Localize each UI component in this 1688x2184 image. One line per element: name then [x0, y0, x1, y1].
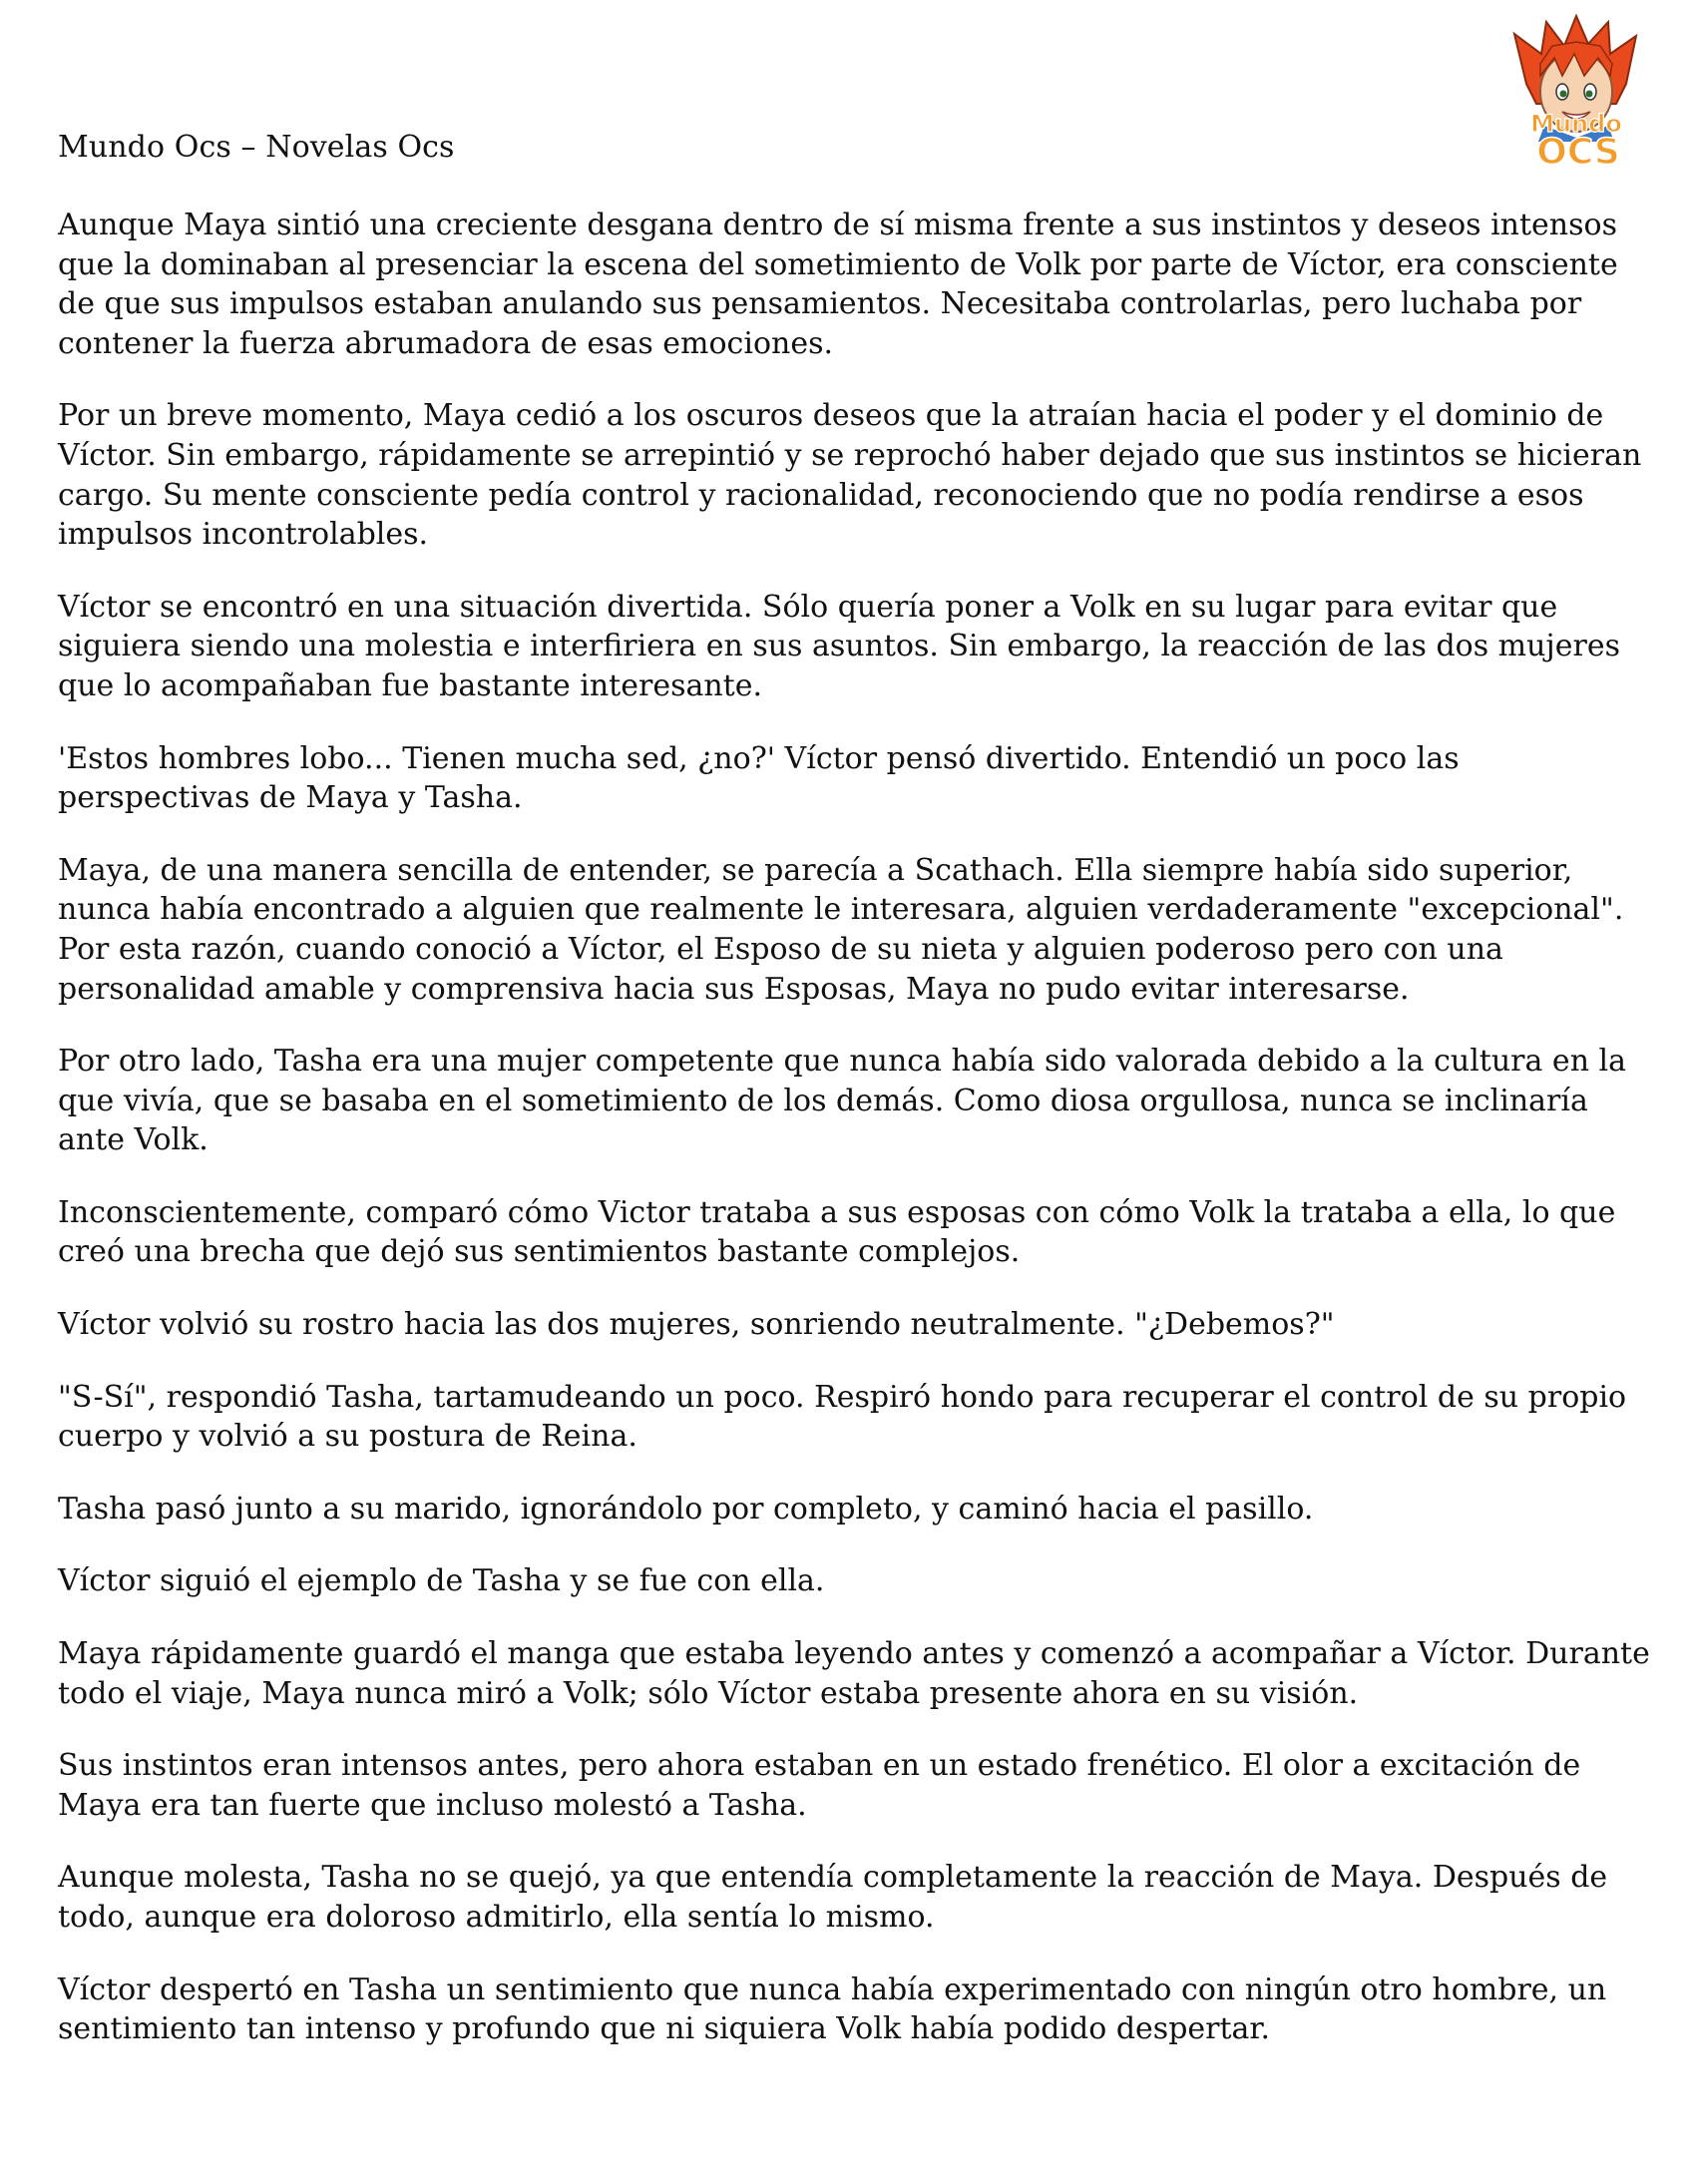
paragraph: Víctor se encontró en una situación divertida. Sólo quería poner a Volk en su lugar para evitar que siguiera siendo una molestia e interfiriera en sus asuntos. Sin embargo, la reacción de las dos mujeres que lo acompañaban fue bastante interesante.	[58, 589, 1620, 703]
page-header: Mundo Ocs – Novelas Ocs	[58, 130, 455, 165]
paragraph: Inconscientemente, comparó cómo Victor trataba a sus esposas con cómo Volk la trataba a ella, lo que creó una brecha que dejó sus sentimientos bastante complejos.	[58, 1194, 1616, 1270]
paragraph: Tasha pasó junto a su marido, ignorándolo por completo, y caminó hacia el pasillo.	[58, 1491, 1314, 1527]
body-text	[58, 206, 1654, 2082]
paragraph: Maya rápidamente guardó el manga que estaba leyendo antes y comenzó a acompañar a Víctor. Durante todo el viaje, Maya nunca miró a Volk; sólo Víctor estaba presente ahora en su visión.	[58, 1636, 1650, 1711]
paragraph: "S-Sí", respondió Tasha, tartamudeando un poco. Respiró hondo para recuperar el control de su propio cuerpo y volvió a su postura de Reina.	[58, 1379, 1627, 1455]
mundo-ocs-logo	[1496, 14, 1656, 172]
logo-line2: OCS	[1536, 132, 1620, 172]
paragraph: Aunque molesta, Tasha no se quejó, ya que entendía completamente la reacción de Maya. Después de todo, aunque era doloroso admitirlo, ella sentía lo mismo.	[58, 1860, 1608, 1935]
paragraph: Maya, de una manera sencilla de entender, se parecía a Scathach. Ella siempre había sido superior, nunca había encontrado a alguien que realmente le interesara, alguien verdaderamente "excepcional". Por esta razón, cuando conoció a Víctor, el Esposo de su nieta y alguien poderoso pero con una personalidad amable y comprensiva hacia sus Esposas, Maya no pudo evitar interesarse.	[58, 852, 1624, 1007]
logo-line1: Mundo	[1530, 110, 1622, 138]
paragraph: Por un breve momento, Maya cedió a los oscuros deseos que la atraían hacia el poder y el dominio de Víctor. Sin embargo, rápidamente se arrepintió y se reprochó haber dejado que sus instintos se hicieran cargo. Su mente consciente pedía control y racionalidad, reconociendo que no podía rendirse a esos impulsos incontrolables.	[58, 398, 1642, 553]
paragraph: Víctor volvió su rostro hacia las dos mujeres, sonriendo neutralmente. "¿Debemos?"	[58, 1307, 1335, 1343]
paragraph: Sus instintos eran intensos antes, pero ahora estaban en un estado frenético. El olor a excitación de Maya era tan fuerte que incluso molestó a Tasha.	[58, 1748, 1581, 1823]
paragraph: Por otro lado, Tasha era una mujer competente que nunca había sido valorada debido a la cultura en la que vivía, que se basaba en el sometimiento de los demás. Como diosa orgullosa, nunca se inclinaría ante Volk.	[58, 1044, 1627, 1158]
paragraph: Víctor siguió el ejemplo de Tasha y se fue con ella.	[58, 1563, 825, 1599]
paragraph: Aunque Maya sintió una creciente desgana dentro de sí misma frente a sus instintos y deseos intensos que la dominaban al presenciar la escena del sometimiento de Volk por parte de Víctor, era consciente de que sus impulsos estaban anulando sus pensamientos. Necesitaba controlarlas, pero luchaba por contener la fuerza abrumadora de esas emociones.	[58, 208, 1618, 361]
paragraph: Víctor despertó en Tasha un sentimiento que nunca había experimentado con ningún otro hombre, un sentimiento tan intenso y profundo que ni siquiera Volk había podido despertar.	[58, 1971, 1607, 2047]
paragraph: 'Estos hombres lobo... Tienen mucha sed, ¿no?' Víctor pensó divertido. Entendió un poco las perspectivas de Maya y Tasha.	[58, 740, 1460, 816]
